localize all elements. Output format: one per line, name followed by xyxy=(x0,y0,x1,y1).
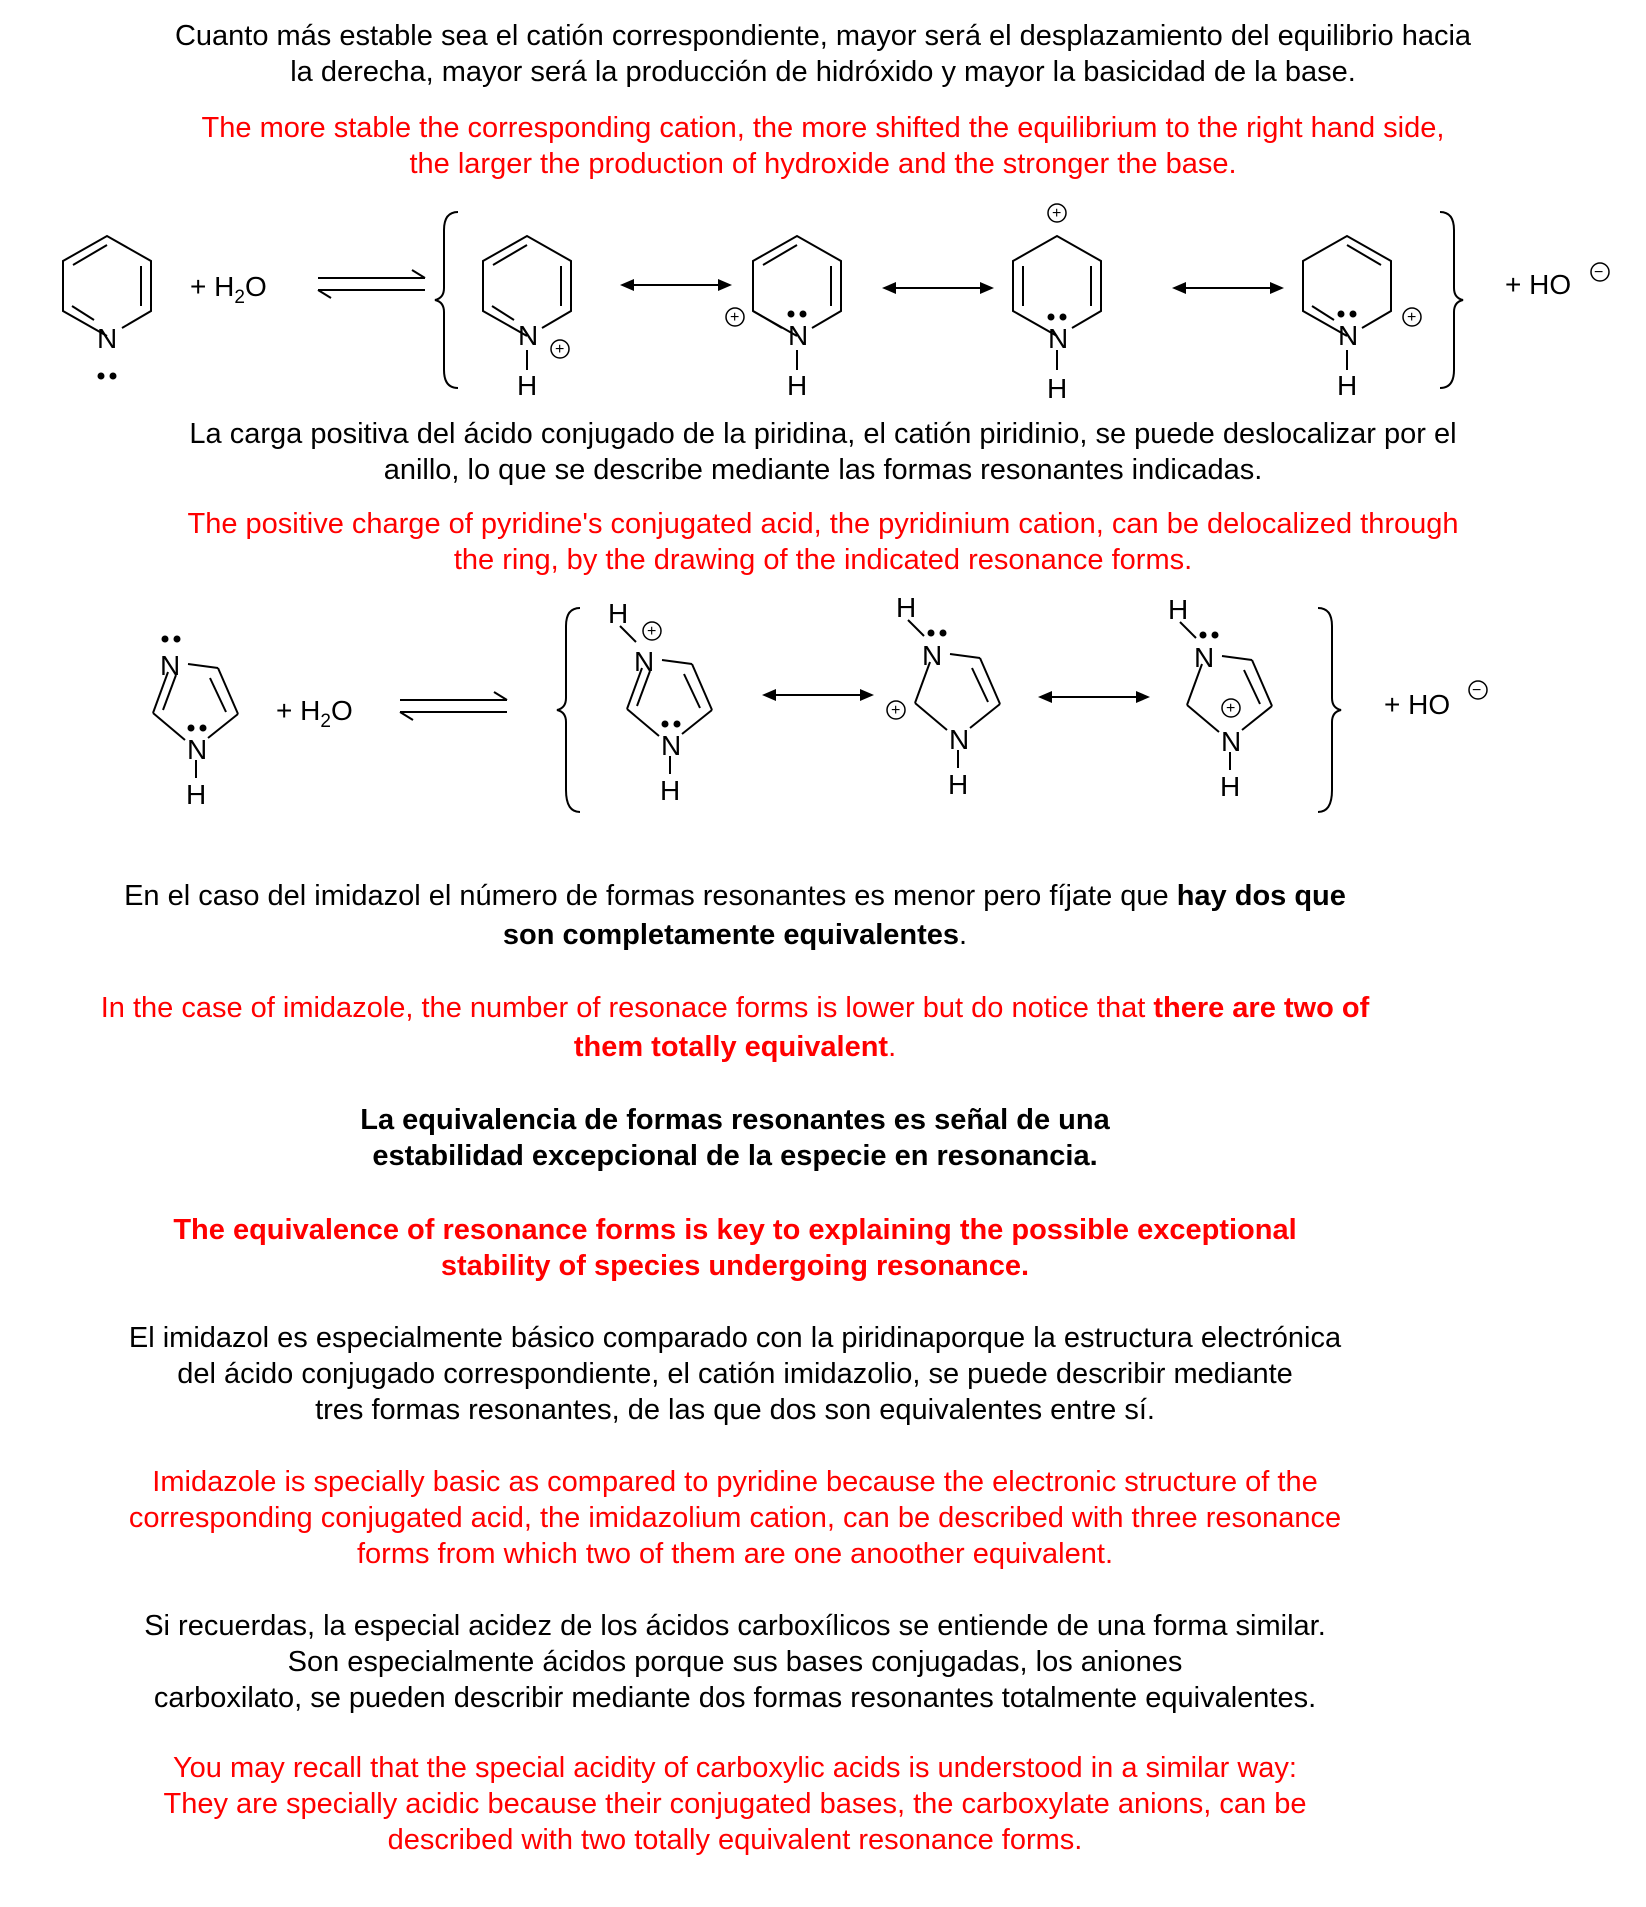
lone-pair-dot xyxy=(110,373,117,380)
lone-pair-dot xyxy=(800,311,807,318)
acidity-es-line-3: carboxilato, se pueden describir mediante dos formas resonantes totalmente equivalentes. xyxy=(153,1682,1317,1714)
pyridine-nitrogen-label: N xyxy=(97,323,118,354)
pyridinium-form-d xyxy=(1303,236,1421,370)
imidazole-resonance-scheme xyxy=(0,590,1646,830)
pyridinium-en-line-1: The positive charge of pyridine's conjugated acid, the pyridinium cation, can be delocalized through xyxy=(187,508,1459,540)
plus-charge-label: + xyxy=(891,702,901,719)
imidazolium-a-n3-label: N xyxy=(661,730,682,761)
lone-pair-dot xyxy=(200,725,207,732)
lone-pair-dot xyxy=(928,630,935,637)
basicity-es-line-1: El imidazol es especialmente básico comparado con la piridinaporque la estructura electrónica xyxy=(128,1322,1342,1354)
plus-water-label: + $H_2O$ xyxy=(190,271,267,308)
resonance-arrow-3 xyxy=(1172,282,1284,294)
lone-pair-dot xyxy=(1338,311,1345,318)
imidazolium-c-top-hydrogen: H xyxy=(1168,594,1189,625)
left-bracket-2 xyxy=(557,608,580,812)
pyridinium-a-nitrogen-label: N xyxy=(518,320,539,351)
pyridinium-en-line-2: the ring, by the drawing of the indicated resonance forms. xyxy=(453,544,1193,576)
equivalence-en-line-2: stability of species undergoing resonance. xyxy=(440,1250,1030,1282)
intro-es-line-2: la derecha, mayor será la producción de hidróxido y mayor la basicidad de la base. xyxy=(290,56,1356,88)
imidazole-es-line-2-end: . xyxy=(959,919,968,951)
pyridinium-b-hydrogen-label: H xyxy=(787,370,808,401)
pyridine-resonance-scheme xyxy=(0,200,1646,415)
imidazolium-c-n3-label: N xyxy=(1221,726,1242,757)
pyridinium-c-nitrogen-label: N xyxy=(1048,323,1069,354)
lone-pair-dot xyxy=(98,373,105,380)
acidity-paragraph-es xyxy=(0,1608,1470,1716)
imidazolium-c-bottom-hydrogen: H xyxy=(1220,771,1241,802)
imidazole-n1-label: N xyxy=(160,650,181,681)
resonance-arrow-1 xyxy=(620,279,732,291)
imidazole-es-line-2-bold: son completamente equivalentes xyxy=(502,919,960,951)
pyridinium-d-nitrogen-label: N xyxy=(1338,320,1359,351)
plus-charge-label: + xyxy=(1052,205,1062,222)
equivalence-es-line-2: estabilidad excepcional de la especie en resonancia. xyxy=(372,1140,1098,1172)
imidazole-es-line-2 xyxy=(0,917,1470,953)
imidazole-paragraph-en xyxy=(0,990,1470,1065)
acidity-es-line-2: Son especialmente ácidos porque sus bases conjugadas, los aniones xyxy=(287,1646,1183,1678)
lone-pair-dot xyxy=(1200,632,1207,639)
resonance-arrow-5 xyxy=(1038,691,1150,703)
lone-pair-dot xyxy=(188,725,195,732)
lone-pair-dot xyxy=(940,630,947,637)
intro-en-line-2: the larger the production of hydroxide and the stronger the base. xyxy=(409,148,1237,180)
plus-charge-label: + xyxy=(647,623,657,640)
plus-charge-label: + xyxy=(1226,700,1236,717)
imidazole-hydrogen-label: H xyxy=(186,779,207,810)
basicity-paragraph-es xyxy=(0,1320,1470,1428)
equivalence-en-line-1: The equivalence of resonance forms is key to explaining the possible exceptional xyxy=(173,1214,1297,1246)
pyridinium-a-hydrogen-label: H xyxy=(517,370,538,401)
minus-charge-label: − xyxy=(1594,264,1604,281)
basicity-es-line-2: del ácido conjugado correspondiente, el catión imidazolio, se puede describir mediante xyxy=(177,1358,1293,1390)
imidazole-paragraph-es xyxy=(0,878,1470,953)
imidazolium-b-n3-label: N xyxy=(949,724,970,755)
lone-pair-dot xyxy=(174,636,181,643)
acidity-es-line-1: Si recuerdas, la especial acidez de los ácidos carboxílicos se entiende de una forma similar. xyxy=(144,1610,1326,1642)
imidazole-n3-label: N xyxy=(187,734,208,765)
imidazolium-b-bottom-hydrogen: H xyxy=(948,769,969,800)
imidazolium-b-top-hydrogen: H xyxy=(896,592,917,623)
basicity-en-line-2: corresponding conjugated acid, the imidazolium cation, can be described with three resonance xyxy=(128,1502,1342,1534)
imidazole-es-line-1 xyxy=(0,878,1470,914)
basicity-paragraph-en xyxy=(0,1464,1470,1572)
pyridinium-es-line-1: La carga positiva del ácido conjugado de la piridina, el catión piridinio, se puede deslocalizar por el xyxy=(189,418,1457,450)
imidazolium-c-n1-label: N xyxy=(1194,642,1215,673)
lone-pair-dot xyxy=(674,721,681,728)
intro-en-line-1: The more stable the corresponding cation, the more shifted the equilibrium to the right hand side, xyxy=(201,112,1445,144)
basicity-en-line-1: Imidazole is specially basic as compared to pyridine because the electronic structure of the xyxy=(152,1466,1318,1498)
pyridinium-d-hydrogen-label: H xyxy=(1337,370,1358,401)
imidazolium-b-n1-label: N xyxy=(922,640,943,671)
lone-pair-dot xyxy=(1350,311,1357,318)
acidity-paragraph-en xyxy=(0,1750,1470,1858)
equilibrium-arrow-2 xyxy=(400,692,507,720)
imidazole-en-line-2-bold: them totally equivalent xyxy=(573,1031,889,1063)
equivalence-es-line-1: La equivalencia de formas resonantes es señal de una xyxy=(360,1104,1110,1136)
acidity-en-line-3: described with two totally equivalent resonance forms. xyxy=(387,1824,1083,1856)
plus-charge-label: + xyxy=(730,309,740,326)
hydroxide-label: + HO xyxy=(1505,269,1572,300)
pyridinium-paragraph-es xyxy=(0,416,1646,488)
imidazole-en-line-1 xyxy=(0,990,1470,1026)
equivalence-paragraph-en xyxy=(0,1212,1470,1284)
basicity-en-line-3: forms from which two of them are one anoother equivalent. xyxy=(357,1538,1113,1570)
intro-es-line-1: Cuanto más estable sea el catión correspondiente, mayor será el desplazamiento del equilibrio hacia xyxy=(174,20,1472,52)
plus-water-label-2: + $H_2O$ xyxy=(276,695,353,732)
plus-charge-label: + xyxy=(555,341,565,358)
acidity-en-line-2: They are specially acidic because their conjugated bases, the carboxylate anions, can be xyxy=(163,1788,1307,1820)
lone-pair-dot xyxy=(1212,632,1219,639)
pyridinium-es-line-2: anillo, lo que se describe mediante las formas resonantes indicadas. xyxy=(383,454,1263,486)
imidazole-en-line-1-text: In the case of imidazole, the number of resonace forms is lower but do notice that xyxy=(100,992,1154,1024)
equilibrium-arrow-1 xyxy=(318,270,425,298)
right-bracket-1 xyxy=(1440,212,1463,388)
imidazolium-form-b xyxy=(887,620,1000,768)
lone-pair-dot xyxy=(662,721,669,728)
hydroxide-label-2: + HO xyxy=(1384,689,1451,720)
acidity-en-line-1: You may recall that the special acidity of carboxylic acids is understood in a similar way: xyxy=(172,1752,1297,1784)
basicity-es-line-3: tres formas resonantes, de las que dos son equivalentes entre sí. xyxy=(315,1394,1155,1426)
imidazole-en-line-1-bold: there are two of xyxy=(1153,992,1370,1024)
minus-charge-label: − xyxy=(1472,682,1482,699)
imidazolium-a-top-hydrogen: H xyxy=(608,598,629,629)
imidazole-es-line-1-bold: hay dos que xyxy=(1176,880,1346,912)
lone-pair-dot xyxy=(162,636,169,643)
resonance-arrow-4 xyxy=(762,689,874,701)
imidazole-en-line-2-end: . xyxy=(888,1031,897,1063)
intro-paragraph-es xyxy=(0,18,1616,90)
pyridinium-paragraph-en xyxy=(0,506,1646,578)
imidazole-es-line-1-text: En el caso del imidazol el número de formas resonantes es menor pero fíjate que xyxy=(124,880,1177,912)
pyridinium-c-hydrogen-label: H xyxy=(1047,373,1068,404)
lone-pair-dot xyxy=(788,311,795,318)
imidazolium-a-n1-label: N xyxy=(634,646,655,677)
right-bracket-2 xyxy=(1318,608,1341,812)
imidazolium-a-bottom-hydrogen: H xyxy=(660,775,681,806)
left-bracket-1 xyxy=(435,212,458,388)
pyridine-molecule xyxy=(63,236,151,336)
resonance-arrow-2 xyxy=(882,282,994,294)
pyridinium-form-b xyxy=(726,236,841,370)
lone-pair-dot xyxy=(1060,314,1067,321)
imidazole-en-line-2 xyxy=(0,1029,1470,1065)
pyridinium-b-nitrogen-label: N xyxy=(788,320,809,351)
plus-charge-label: + xyxy=(1407,309,1417,326)
lone-pair-dot xyxy=(1048,314,1055,321)
intro-paragraph-en xyxy=(0,110,1646,182)
equivalence-paragraph-es xyxy=(0,1102,1470,1174)
